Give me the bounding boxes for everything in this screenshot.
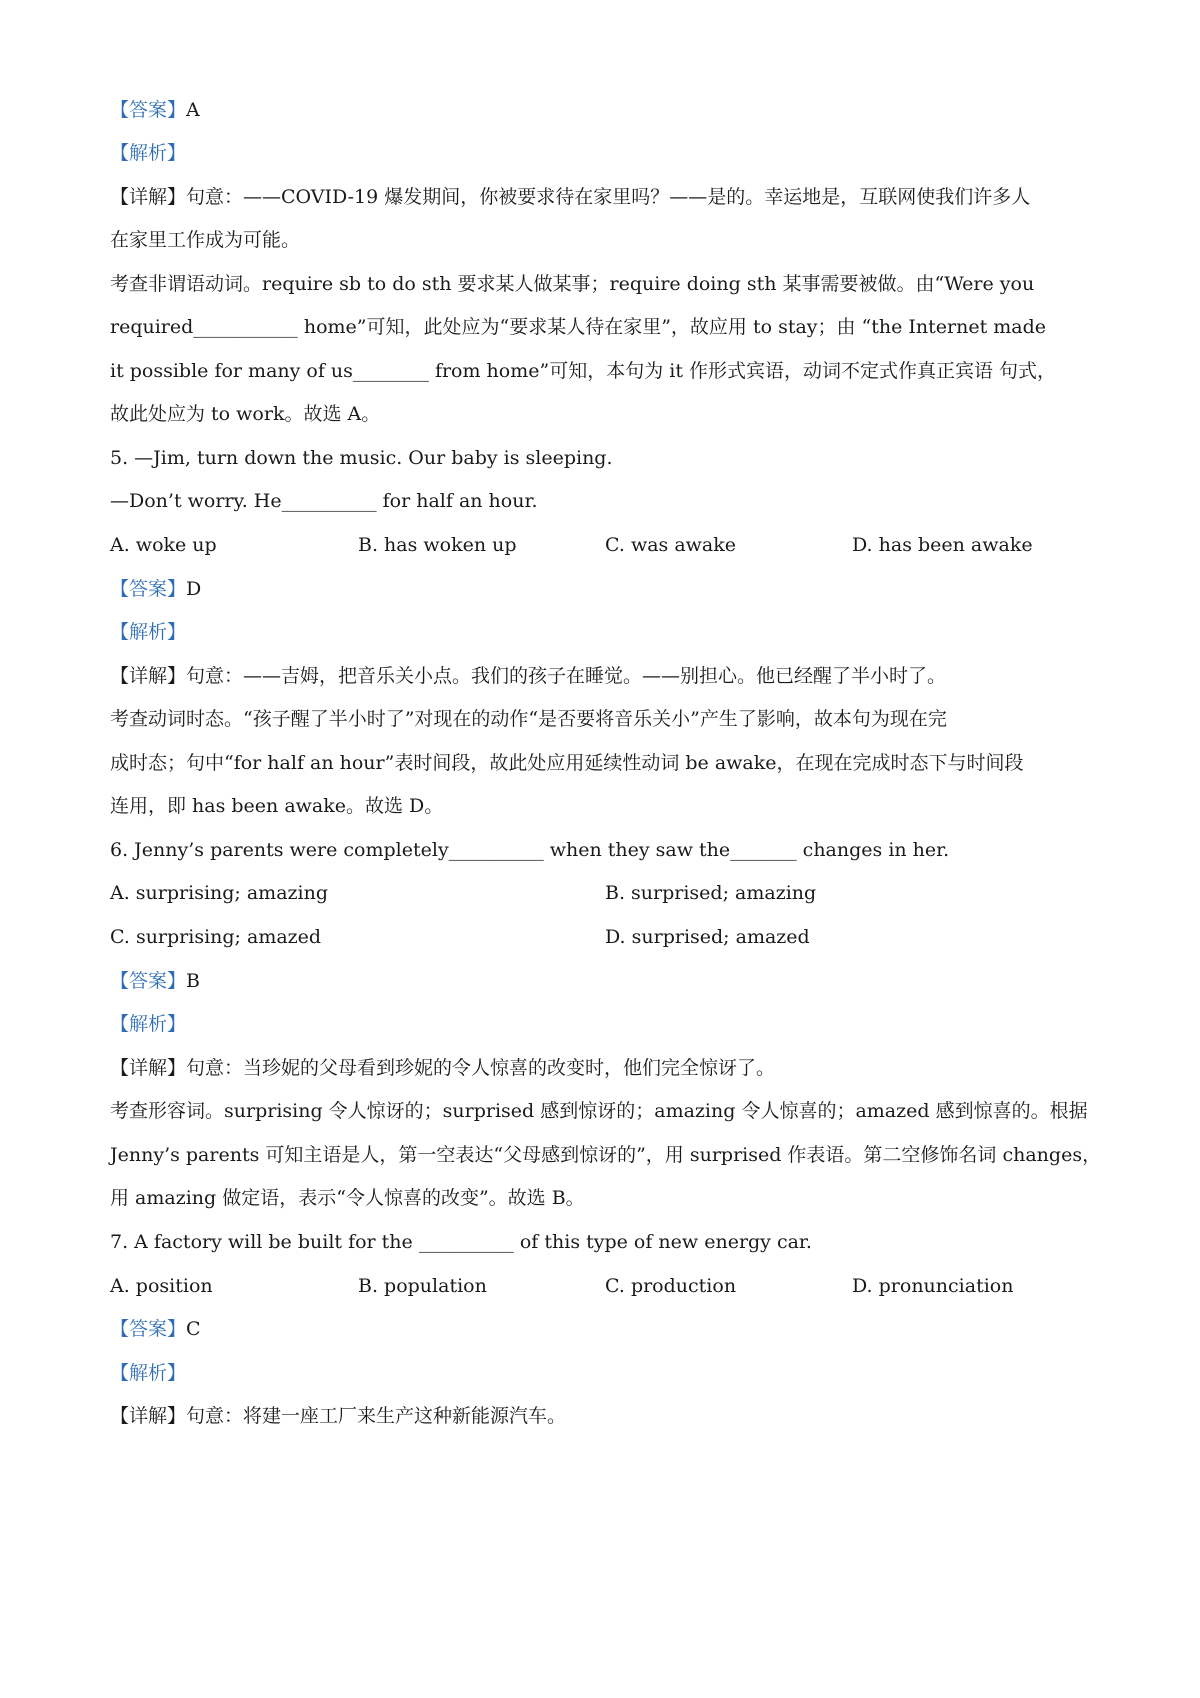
option-b: B. surprised; amazing [605, 882, 817, 904]
answer-value: D [186, 578, 202, 600]
option-a: A. surprising; amazing [110, 882, 329, 904]
analysis-label: 【解析】 [110, 1013, 187, 1035]
answer-line [110, 1316, 201, 1342]
option-d: D. has been awake [852, 534, 1033, 556]
option-d: D. pronunciation [852, 1275, 1014, 1297]
explanation-line: required___________ home”可知，此处应为“要求某人待在家里”，故应用 to stay；由 “the Internet made [110, 316, 1047, 338]
detail-line [110, 663, 946, 689]
detail-text: 句意：将建一座工厂来生产这种新能源汽车。 [186, 1405, 567, 1427]
explanation-line: 考查动词时态。“孩子醒了半小时了”对现在的动作“是否要将音乐关小”产生了影响，故本句为现在完 [110, 708, 947, 730]
detail-text: 句意：——COVID-19 爆发期间，你被要求待在家里吗？——是的。幸运地是，互联网使我们许多人 [186, 186, 1031, 208]
analysis-label: 【解析】 [110, 142, 187, 164]
option-b: B. population [358, 1275, 487, 1297]
answer-value: C [186, 1318, 201, 1340]
detail-label: 【详解】 [110, 186, 187, 208]
detail-line [110, 184, 1030, 210]
explanation-line: it possible for many of us________ from home”可知，本句为 it 作形式宾语，动词不定式作真正宾语 句式， [110, 360, 1057, 382]
answer-line [110, 576, 201, 602]
analysis-label: 【解析】 [110, 621, 187, 643]
detail-line [110, 1055, 775, 1081]
question-5-stem: 5. —Jim, turn down the music. Our baby is sleeping. [110, 447, 613, 469]
detail-line [110, 1403, 566, 1429]
explanation-line: 故此处应为 to work。故选 A。 [110, 403, 381, 425]
question-5-stem-cont: —Don’t worry. He__________ for half an hour. [110, 490, 538, 512]
option-c: C. surprising; amazed [110, 926, 322, 948]
answer-label: 【答案】 [110, 1318, 187, 1340]
detail-label: 【详解】 [110, 665, 187, 687]
explanation-line: 连用，即 has been awake。故选 D。 [110, 795, 444, 817]
explanation-line: Jenny’s parents 可知主语是人，第一空表达“父母感到惊讶的”，用 surprised 作表语。第二空修饰名词 changes， [110, 1144, 1102, 1166]
answer-label: 【答案】 [110, 970, 187, 992]
analysis-label: 【解析】 [110, 1362, 187, 1384]
explanation-line: 用 amazing 做定语，表示“令人惊喜的改变”。故选 B。 [110, 1187, 585, 1209]
answer-line [110, 968, 200, 994]
detail-label: 【详解】 [110, 1405, 187, 1427]
detail-text-cont: 在家里工作成为可能。 [110, 229, 301, 251]
detail-text: 句意：当珍妮的父母看到珍妮的令人惊喜的改变时，他们完全惊讶了。 [186, 1057, 776, 1079]
answer-line [110, 97, 200, 123]
answer-value: B [186, 970, 200, 992]
option-a: A. woke up [110, 534, 217, 556]
explanation-line: 考查非谓语动词。require sb to do sth 要求某人做某事；require doing sth 某事需要被做。由“Were you [110, 273, 1035, 295]
answer-label: 【答案】 [110, 99, 187, 121]
explanation-line: 考查形容词。surprising 令人惊讶的；surprised 感到惊讶的；amazing 令人惊喜的；amazed 感到惊喜的。根据 [110, 1100, 1088, 1122]
answer-value: A [186, 99, 200, 121]
option-b: B. has woken up [358, 534, 517, 556]
explanation-line: 成时态；句中“for half an hour”表时间段，故此处应用延续性动词 be awake，在现在完成时态下与时间段 [110, 752, 1024, 774]
detail-text: 句意：——吉姆，把音乐关小点。我们的孩子在睡觉。——别担心。他已经醒了半小时了。 [186, 665, 947, 687]
option-a: A. position [110, 1275, 213, 1297]
option-c: C. production [605, 1275, 737, 1297]
question-6-stem: 6. Jenny’s parents were completely__________ when they saw the_______ changes in her. [110, 839, 950, 861]
option-c: C. was awake [605, 534, 736, 556]
option-d: D. surprised; amazed [605, 926, 810, 948]
answer-label: 【答案】 [110, 578, 187, 600]
detail-label: 【详解】 [110, 1057, 187, 1079]
question-7-stem: 7. A factory will be built for the __________ of this type of new energy car. [110, 1231, 812, 1253]
